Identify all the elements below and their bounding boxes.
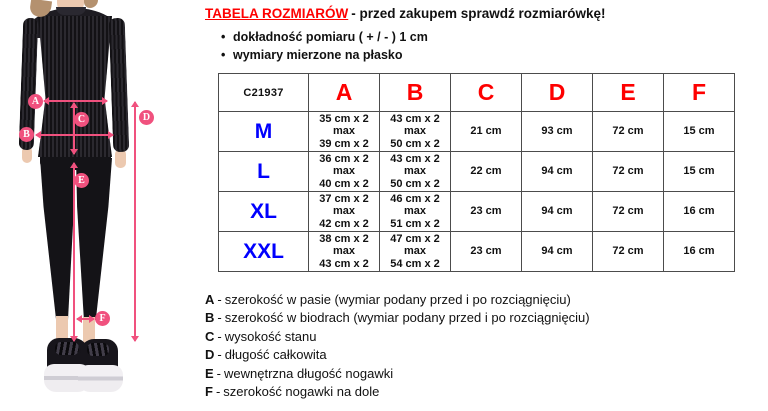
col-header-c: C bbox=[451, 74, 522, 112]
measurement-line: 42 cm x 2 bbox=[319, 217, 369, 230]
table-body bbox=[219, 112, 735, 272]
legend-item bbox=[205, 383, 590, 401]
page-title bbox=[205, 6, 606, 21]
bullet-item: • dokładność pomiaru ( + / - ) 1 cm bbox=[221, 28, 428, 46]
measurement-cell: 93 cm bbox=[522, 112, 593, 152]
bullet-item: • wymiary mierzone na płasko bbox=[221, 46, 428, 64]
legend-item bbox=[205, 365, 590, 383]
measurement-line: max bbox=[332, 165, 356, 178]
measurement-line: 51 cm x 2 bbox=[390, 217, 440, 230]
model-hair bbox=[84, 0, 98, 8]
measurement-cell bbox=[380, 152, 451, 192]
legend bbox=[205, 291, 590, 401]
measurement-line: 40 cm x 2 bbox=[319, 177, 369, 190]
size-label-l: L bbox=[219, 152, 309, 192]
leggings-leg-left bbox=[40, 158, 75, 320]
legend-letter: E bbox=[205, 365, 214, 381]
measurement-line: 47 cm x 2 bbox=[390, 232, 440, 245]
measurement-line: 37 cm x 2 bbox=[319, 192, 369, 205]
table-row bbox=[219, 192, 735, 232]
legend-text: wewnętrzna długość nogawki bbox=[224, 365, 394, 381]
measurement-line: 50 cm x 2 bbox=[390, 137, 440, 150]
measurement-cell: 16 cm bbox=[664, 232, 735, 272]
size-table bbox=[218, 73, 735, 272]
measurement-line: 35 cm x 2 bbox=[319, 112, 369, 125]
sneaker-laces-right bbox=[87, 343, 109, 356]
col-header-f: F bbox=[664, 74, 735, 112]
col-header-a: A bbox=[309, 74, 380, 112]
measurement-cell: 22 cm bbox=[451, 152, 522, 192]
measure-arrow-hem bbox=[77, 318, 94, 320]
measure-marker-f: F bbox=[95, 311, 110, 326]
measurement-line: max bbox=[332, 205, 356, 218]
legend-separator: - bbox=[217, 310, 222, 326]
measurement-cell: 72 cm bbox=[593, 112, 664, 152]
legend-item bbox=[205, 309, 590, 327]
size-label-xxl: XXL bbox=[219, 232, 309, 272]
measurement-cell: 94 cm bbox=[522, 232, 593, 272]
measurement-line: max bbox=[403, 165, 427, 178]
measurement-cell: 72 cm bbox=[593, 232, 664, 272]
legend-letter: B bbox=[205, 310, 215, 326]
size-label-m: M bbox=[219, 112, 309, 152]
measurement-cell bbox=[309, 112, 380, 152]
measure-marker-e: E bbox=[74, 173, 89, 188]
measurement-cell bbox=[380, 112, 451, 152]
sneaker-sole-right bbox=[78, 365, 123, 392]
measurement-cell: 16 cm bbox=[664, 192, 735, 232]
bullet-list bbox=[221, 28, 428, 64]
legend-item bbox=[205, 291, 590, 309]
legend-text: szerokość w biodrach (wymiar podany przed i po rozciągnięciu) bbox=[224, 310, 590, 326]
measure-marker-b: B bbox=[19, 127, 34, 142]
measure-marker-a: A bbox=[28, 94, 43, 109]
legend-separator: - bbox=[217, 328, 222, 344]
sweater-collar bbox=[56, 7, 86, 15]
measurement-cell bbox=[309, 192, 380, 232]
table-row bbox=[219, 232, 735, 272]
measurement-line: 50 cm x 2 bbox=[390, 177, 440, 190]
measurement-line: 43 cm x 2 bbox=[319, 257, 369, 270]
col-header-e: E bbox=[593, 74, 664, 112]
legend-text: wysokość stanu bbox=[224, 328, 317, 344]
measure-arrow-inseam bbox=[73, 163, 75, 341]
legend-item bbox=[205, 346, 590, 364]
legend-separator: - bbox=[216, 365, 222, 381]
measurement-cell: 23 cm bbox=[451, 232, 522, 272]
measurement-line: 43 cm x 2 bbox=[390, 152, 440, 165]
legend-letter: D bbox=[205, 347, 215, 363]
measurement-line: 36 cm x 2 bbox=[319, 152, 369, 165]
measure-arrow-total-length bbox=[134, 102, 136, 341]
measurement-cell: 72 cm bbox=[593, 152, 664, 192]
measurement-line: 43 cm x 2 bbox=[390, 112, 440, 125]
measurement-cell: 15 cm bbox=[664, 152, 735, 192]
legend-text: szerokość w pasie (wymiar podany przed i po rozciągnięciu) bbox=[224, 292, 571, 307]
legend-letter: C bbox=[205, 328, 215, 344]
measurement-line: 54 cm x 2 bbox=[390, 257, 440, 270]
measurement-cell bbox=[309, 152, 380, 192]
col-header-b: B bbox=[380, 74, 451, 112]
table-row bbox=[219, 112, 735, 152]
measurement-cell: 21 cm bbox=[451, 112, 522, 152]
measurement-cell: 15 cm bbox=[664, 112, 735, 152]
legend-separator: - bbox=[217, 292, 222, 307]
measurement-line: 46 cm x 2 bbox=[390, 192, 440, 205]
legend-letter: A bbox=[205, 292, 215, 307]
size-label-xl: XL bbox=[219, 192, 309, 232]
measurement-cell: 23 cm bbox=[451, 192, 522, 232]
measurement-line: max bbox=[332, 245, 356, 258]
legend-item bbox=[205, 328, 590, 346]
product-code: C21937 bbox=[219, 74, 309, 112]
product-photo bbox=[0, 0, 196, 411]
legend-text: szerokość nogawki na dole bbox=[223, 384, 380, 400]
measure-arrow-rise bbox=[73, 103, 75, 154]
measurement-line: max bbox=[403, 125, 427, 138]
title-highlight: TABELA ROZMIARÓW bbox=[205, 6, 349, 21]
legend-separator: - bbox=[215, 384, 221, 400]
measurement-line: 38 cm x 2 bbox=[319, 232, 369, 245]
legend-separator: - bbox=[217, 347, 222, 363]
legend-letter: F bbox=[205, 384, 213, 400]
measure-marker-c: C bbox=[74, 112, 89, 127]
measurement-cell bbox=[309, 232, 380, 272]
measurement-cell: 72 cm bbox=[593, 192, 664, 232]
measurement-line: max bbox=[403, 245, 427, 258]
measure-marker-d: D bbox=[139, 110, 154, 125]
measurement-cell: 94 cm bbox=[522, 152, 593, 192]
measurement-cell: 94 cm bbox=[522, 192, 593, 232]
col-header-d: D bbox=[522, 74, 593, 112]
sneaker-laces-left bbox=[55, 342, 79, 355]
legend-text: długość całkowita bbox=[224, 347, 327, 363]
table-header-row bbox=[219, 74, 735, 112]
title-suffix: - przed zakupem sprawdź rozmiarówkę! bbox=[351, 6, 606, 21]
measurement-cell bbox=[380, 192, 451, 232]
table-row bbox=[219, 152, 735, 192]
measurement-line: max bbox=[332, 125, 356, 138]
measurement-line: max bbox=[403, 205, 427, 218]
measurement-cell bbox=[380, 232, 451, 272]
measurement-line: 39 cm x 2 bbox=[319, 137, 369, 150]
